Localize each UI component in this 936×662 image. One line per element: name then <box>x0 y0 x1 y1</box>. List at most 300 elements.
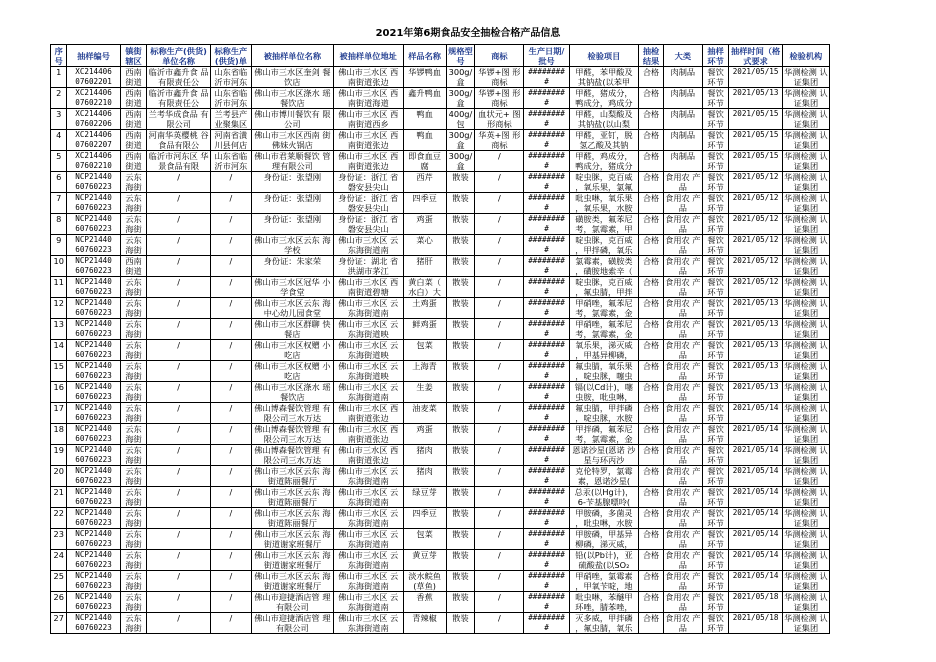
cell-text: / <box>177 424 180 434</box>
cell-text: 佛山市三水区 西南街道张边 <box>338 67 399 87</box>
cell-text: / <box>177 592 180 602</box>
cell-text: 散装 <box>452 529 469 539</box>
cell-text: 餐饮 环节 <box>707 67 724 87</box>
table-cell <box>569 508 639 529</box>
table-cell <box>120 172 147 193</box>
cell-text: 散装 <box>452 214 469 224</box>
table-cell <box>663 172 702 193</box>
table-cell <box>446 319 475 340</box>
table-cell <box>639 214 664 235</box>
table-cell <box>702 193 729 214</box>
table-cell <box>446 508 475 529</box>
cell-text: ######## # <box>528 214 565 233</box>
cell-text: 佛山市三水区 西南街道张边 <box>338 424 399 444</box>
cell-text: 肉制品 <box>670 109 696 119</box>
table-cell <box>51 382 67 403</box>
cell-text: / <box>177 445 180 455</box>
table-cell <box>251 382 333 403</box>
table-cell <box>403 487 446 508</box>
cell-text: 餐饮 环节 <box>707 172 724 192</box>
results-table <box>50 44 830 634</box>
cell-text: / <box>498 382 501 392</box>
table-cell <box>524 550 569 571</box>
table-cell <box>333 508 403 529</box>
table-cell <box>702 613 729 634</box>
header-row <box>51 45 830 67</box>
cell-text: / <box>229 214 233 224</box>
table-row <box>51 340 830 361</box>
table-cell <box>51 193 67 214</box>
cell-text: 合格 <box>642 151 660 161</box>
table-row <box>51 151 830 172</box>
cell-text: 香蕉 <box>416 592 433 602</box>
table-cell <box>446 214 475 235</box>
cell-text: NCP21440 60760223 <box>75 445 112 464</box>
table-cell <box>210 88 251 109</box>
table-cell <box>729 298 782 319</box>
cell-text: 餐饮 环节 <box>707 424 724 444</box>
table-cell <box>475 550 524 571</box>
table-cell <box>446 235 475 256</box>
column-header: 标称生产(供货)单位名称 <box>147 45 211 67</box>
table-cell <box>51 613 67 634</box>
table-cell <box>475 487 524 508</box>
table-cell <box>475 193 524 214</box>
cell-text: 华测检测 认证集团 <box>784 403 828 423</box>
table-cell <box>446 466 475 487</box>
table-cell <box>403 151 446 172</box>
cell-text: 4 <box>56 130 62 140</box>
table-cell <box>663 403 702 424</box>
table-cell <box>403 613 446 634</box>
table-cell <box>51 130 67 151</box>
table-cell <box>51 592 67 613</box>
table-cell <box>475 109 524 130</box>
table-cell <box>702 214 729 235</box>
cell-text: 云东 海街 <box>125 466 142 486</box>
table-cell <box>251 151 333 172</box>
cell-text: 青辣椒 <box>412 613 437 623</box>
cell-text: 佛山市三水区 西南街道西乡 <box>338 109 399 129</box>
table-cell <box>639 319 664 340</box>
table-cell <box>702 445 729 466</box>
table-cell <box>569 592 639 613</box>
table-cell <box>210 172 251 193</box>
table-cell <box>333 403 403 424</box>
table-cell <box>120 109 147 130</box>
table-cell <box>333 193 403 214</box>
table-cell <box>446 340 475 361</box>
cell-text: 合格 <box>642 361 660 371</box>
table-cell <box>663 550 702 571</box>
cell-text: 佛山市三水区 云东海街道南 <box>338 235 399 255</box>
cell-text: 云东 海街 <box>125 235 142 255</box>
cell-text: 2021/05/15 <box>732 130 779 139</box>
cell-text: 散装 <box>452 592 469 602</box>
table-cell <box>251 340 333 361</box>
column-header: 检验项目 <box>569 45 639 67</box>
table-cell <box>67 361 120 382</box>
table-cell <box>729 256 782 277</box>
table-cell <box>524 256 569 277</box>
table-row <box>51 529 830 550</box>
column-header: 抽样编号 <box>67 45 120 67</box>
cell-text: ######## # <box>528 109 565 128</box>
cell-text: ######## # <box>528 550 565 569</box>
cell-text: 食用农 产品 <box>665 571 701 591</box>
cell-text: 23 <box>53 529 64 539</box>
table-cell <box>210 298 251 319</box>
table-cell <box>729 361 782 382</box>
table-cell <box>729 508 782 529</box>
table-cell <box>120 571 147 592</box>
cell-text: 山东省临 沂市河东 <box>214 67 248 87</box>
table-cell <box>569 235 639 256</box>
table-cell <box>663 319 702 340</box>
table-cell <box>524 151 569 172</box>
table-cell <box>120 550 147 571</box>
cell-text: / <box>498 487 501 497</box>
table-cell <box>702 340 729 361</box>
table-cell <box>51 235 67 256</box>
table-cell <box>569 340 639 361</box>
cell-text: 佛山博森餐饮管理 有限公司三水万达 <box>254 403 331 423</box>
cell-text: 合格 <box>642 529 660 539</box>
table-cell <box>333 382 403 403</box>
table-cell <box>51 445 67 466</box>
cell-text: 华测检测 认证集团 <box>784 424 828 444</box>
table-cell <box>210 277 251 298</box>
table-cell <box>67 319 120 340</box>
table-cell <box>403 361 446 382</box>
cell-text: 云东 海街 <box>125 445 142 465</box>
cell-text: 合格 <box>642 403 660 413</box>
table-cell <box>147 130 211 151</box>
cell-text: 24 <box>53 550 64 560</box>
cell-text: 华测检测 认证集团 <box>784 613 828 633</box>
table-cell <box>147 550 211 571</box>
table-cell <box>446 361 475 382</box>
table-row <box>51 382 830 403</box>
table-cell <box>120 235 147 256</box>
table-cell <box>333 361 403 382</box>
table-cell <box>729 529 782 550</box>
cell-text: / <box>229 550 233 560</box>
table-cell <box>210 487 251 508</box>
cell-text: / <box>177 319 180 329</box>
cell-text: ######## # <box>528 319 565 338</box>
table-cell <box>782 424 829 445</box>
table-cell <box>524 172 569 193</box>
table-cell <box>782 382 829 403</box>
table-cell <box>524 529 569 550</box>
cell-text: / <box>177 214 180 224</box>
table-cell <box>251 529 333 550</box>
table-row <box>51 88 830 109</box>
cell-text: / <box>177 340 180 350</box>
cell-text: 猪肉 <box>416 466 433 476</box>
cell-text: 合格 <box>642 193 660 203</box>
table-cell <box>210 529 251 550</box>
table-cell <box>333 529 403 550</box>
table-cell <box>333 235 403 256</box>
table-cell <box>251 466 333 487</box>
table-cell <box>403 403 446 424</box>
cell-text: 恩诺沙星(恩诺 沙星与环丙沙 <box>572 445 636 465</box>
table-cell <box>147 214 211 235</box>
cell-text: NCP21440 60760223 <box>75 361 112 380</box>
column-header: 生产日期/批号 <box>524 45 569 67</box>
table-row <box>51 403 830 424</box>
cell-text: 总汞(以Hg计)， 6-苄基腺嘌呤( <box>574 487 634 507</box>
table-cell <box>475 466 524 487</box>
cell-text: 四季豆 <box>412 508 437 518</box>
cell-text: NCP21440 60760223 <box>75 256 112 275</box>
table-cell <box>663 340 702 361</box>
cell-text: 甲醛，猪成分， 鸭成分，鸡成分 <box>575 88 633 108</box>
cell-text: / <box>229 361 233 371</box>
cell-text: 2021/05/15 <box>732 67 779 76</box>
table-cell <box>729 193 782 214</box>
table-cell <box>663 67 702 88</box>
cell-text: 肉制品 <box>670 67 696 77</box>
cell-text: NCP21440 60760223 <box>75 298 112 317</box>
table-cell <box>51 403 67 424</box>
cell-text: 佛山市三水区权赠 小吃店 <box>254 340 331 360</box>
table-cell <box>210 382 251 403</box>
cell-text: / <box>229 466 233 476</box>
cell-text: 铅(以Pb计)，亚 硫酸盐(以SO₂ <box>575 550 633 570</box>
cell-text: 合格 <box>642 214 660 224</box>
table-cell <box>639 403 664 424</box>
table-cell <box>702 361 729 382</box>
cell-text: 合格 <box>642 88 660 98</box>
cell-text: 佛山市三水区权赠 小吃店 <box>254 361 331 381</box>
table-cell <box>403 172 446 193</box>
cell-text: 佛山市三水区云东 海街道谢家班餐厅 <box>254 571 331 591</box>
cell-text: ######## # <box>528 88 565 107</box>
cell-text: / <box>498 319 501 329</box>
table-cell <box>663 466 702 487</box>
cell-text: / <box>498 235 501 245</box>
cell-text: 华测检测 认证集团 <box>784 214 828 234</box>
cell-text: 食用农 产品 <box>665 466 701 486</box>
table-cell <box>663 529 702 550</box>
table-cell <box>403 193 446 214</box>
cell-text: 9 <box>56 235 62 245</box>
cell-text: 灭多威，甲拌磷 ，氟虫腈，氧乐 <box>575 613 633 633</box>
table-cell <box>782 550 829 571</box>
table-row <box>51 277 830 298</box>
cell-text: 合格 <box>642 550 660 560</box>
table-cell <box>702 298 729 319</box>
table-cell <box>782 361 829 382</box>
cell-text: 磺胺类，氟苯尼 考，氯霉素，甲 <box>575 214 633 234</box>
cell-text: 2021/05/12 <box>732 235 779 244</box>
table-cell <box>147 235 211 256</box>
cell-text: / <box>498 193 501 203</box>
cell-text: 餐饮 环节 <box>707 88 724 108</box>
cell-text: NCP21440 60760223 <box>75 508 112 527</box>
table-cell <box>569 109 639 130</box>
cell-text: 华测检测 认证集团 <box>784 508 828 528</box>
cell-text: 2021/05/14 <box>732 445 779 454</box>
cell-text: 餐饮 环节 <box>707 466 724 486</box>
table-cell <box>663 130 702 151</box>
table-cell <box>210 613 251 634</box>
table-cell <box>729 550 782 571</box>
table-cell <box>569 172 639 193</box>
cell-text: 佛山博森餐饮管理 有限公司三水万达 <box>254 424 331 444</box>
table-cell <box>147 298 211 319</box>
table-cell <box>403 571 446 592</box>
cell-text: 佛山市博川餐饮有 限公司 <box>254 109 331 129</box>
cell-text: 14 <box>53 340 64 350</box>
cell-text: 华测检测 认证集团 <box>784 592 828 612</box>
cell-text: / <box>177 403 180 413</box>
cell-text: 云东 海街 <box>125 613 142 633</box>
cell-text: 400g/ 包 <box>448 109 473 129</box>
cell-text: 生姜 <box>416 382 433 392</box>
cell-text: 散装 <box>452 382 469 392</box>
cell-text: 兰考华成食品 有限公司 <box>148 109 209 129</box>
cell-text: 云东 海街 <box>125 277 142 297</box>
table-cell <box>403 130 446 151</box>
cell-text: 华测检测 认证集团 <box>784 298 828 318</box>
table-cell <box>67 445 120 466</box>
cell-text: 兰考县产 业聚集区 <box>214 109 248 129</box>
cell-text: 餐饮 环节 <box>707 361 724 381</box>
table-cell <box>782 319 829 340</box>
table-cell <box>639 256 664 277</box>
table-cell <box>569 550 639 571</box>
cell-text: 身份证：湖北 省洪湖市茅江 <box>338 256 399 276</box>
table-cell <box>782 172 829 193</box>
cell-text: 华测检测 认证集团 <box>784 340 828 360</box>
table-cell <box>729 571 782 592</box>
cell-text: 1 <box>56 67 62 77</box>
table-cell <box>639 550 664 571</box>
cell-text: 2021/05/15 <box>732 109 779 118</box>
table-cell <box>251 424 333 445</box>
cell-text: 散装 <box>452 508 469 518</box>
table-cell <box>782 445 829 466</box>
cell-text: 华测检测 认证集团 <box>784 487 828 507</box>
table-cell <box>475 382 524 403</box>
cell-text: NCP21440 60760223 <box>75 592 112 611</box>
table-row <box>51 445 830 466</box>
table-cell <box>446 88 475 109</box>
table-cell <box>782 256 829 277</box>
cell-text: 佛山市三水区云东 海中心幼儿园食堂 <box>254 298 331 318</box>
table-cell <box>251 235 333 256</box>
table-cell <box>147 193 211 214</box>
table-cell <box>663 109 702 130</box>
table-cell <box>120 508 147 529</box>
cell-text: / <box>177 235 180 245</box>
table-cell <box>475 172 524 193</box>
table-cell <box>639 67 664 88</box>
cell-text: / <box>229 571 233 581</box>
table-cell <box>210 445 251 466</box>
table-cell <box>702 88 729 109</box>
cell-text: 啶虫脒，克百威 ，甲拌磷，氧乐 <box>575 235 633 255</box>
table-cell <box>251 592 333 613</box>
cell-text: / <box>177 361 180 371</box>
table-cell <box>702 235 729 256</box>
cell-text: NCP21440 60760223 <box>75 277 112 296</box>
cell-text: 甲硝唑，氟苯尼 考，氯霉素，金 <box>575 298 633 318</box>
cell-text: / <box>498 529 501 539</box>
table-cell <box>120 319 147 340</box>
cell-text: 25 <box>53 571 64 581</box>
cell-text: 餐饮 环节 <box>707 151 724 171</box>
cell-text: / <box>498 340 501 350</box>
cell-text: NCP21440 60760223 <box>75 424 112 443</box>
table-cell <box>67 508 120 529</box>
cell-text: ######## # <box>528 445 565 464</box>
cell-text: 佛山市三水区 西南街道张边 <box>338 151 399 171</box>
table-cell <box>120 487 147 508</box>
table-cell <box>333 613 403 634</box>
table-row <box>51 67 830 88</box>
cell-text: 散装 <box>452 361 469 371</box>
column-header: 检验机构 <box>782 45 829 67</box>
cell-text: XC214406 07602201 <box>75 67 112 86</box>
cell-text: 佛山市三水区云东 海街道陈丽餐厅 <box>254 487 331 507</box>
cell-text: 2021/05/13 <box>732 298 779 307</box>
cell-text: NCP21440 60760223 <box>75 487 112 506</box>
table-cell <box>67 466 120 487</box>
table-cell <box>569 445 639 466</box>
cell-text: 食用农 产品 <box>665 193 701 213</box>
table-cell <box>663 88 702 109</box>
cell-text: ######## # <box>528 235 565 254</box>
table-cell <box>663 214 702 235</box>
table-cell <box>446 67 475 88</box>
table-cell <box>120 193 147 214</box>
cell-text: 合格 <box>642 340 660 350</box>
table-cell <box>147 256 211 277</box>
table-cell <box>475 151 524 172</box>
cell-text: 华测检测 认证集团 <box>784 550 828 570</box>
cell-text: XC214406 07602210 <box>75 151 112 170</box>
table-cell <box>210 466 251 487</box>
table-cell <box>446 571 475 592</box>
table-cell <box>446 445 475 466</box>
cell-text: / <box>229 508 233 518</box>
cell-text: / <box>177 382 180 392</box>
cell-text: 11 <box>53 277 64 287</box>
cell-text: / <box>498 592 501 602</box>
table-cell <box>333 487 403 508</box>
cell-text: 餐饮 环节 <box>707 319 724 339</box>
table-cell <box>729 382 782 403</box>
table-cell <box>403 592 446 613</box>
table-cell <box>524 445 569 466</box>
table-cell <box>524 613 569 634</box>
table-cell <box>67 277 120 298</box>
table-cell <box>251 403 333 424</box>
table-row <box>51 193 830 214</box>
cell-text: 合格 <box>642 613 660 623</box>
table-cell <box>475 340 524 361</box>
cell-text: / <box>498 277 501 287</box>
table-cell <box>67 256 120 277</box>
table-cell <box>782 214 829 235</box>
table-cell <box>210 340 251 361</box>
table-cell <box>446 424 475 445</box>
